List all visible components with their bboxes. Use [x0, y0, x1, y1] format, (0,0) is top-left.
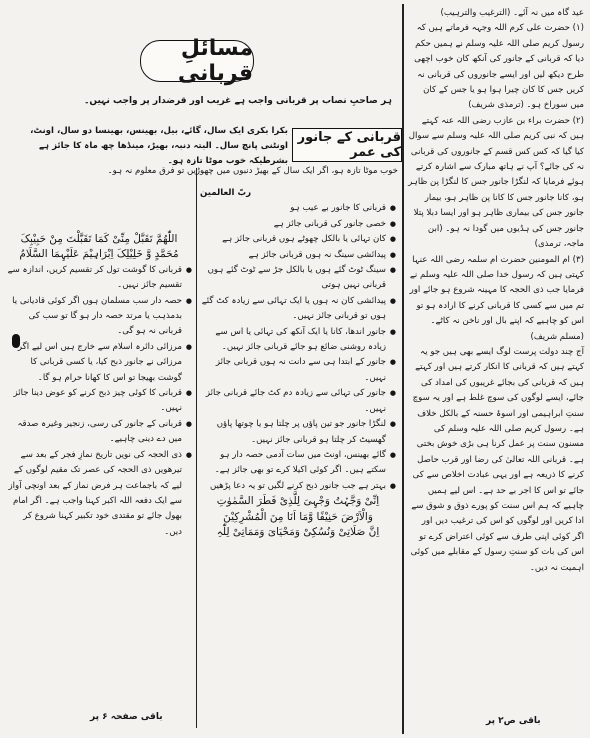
right-column — [408, 6, 584, 576]
list-item: ● سینگ ٹوٹ گئے ہوں یا بالکل جڑ سے ٹوٹ گئے ہوں قربانی نہیں ہوتی — [200, 263, 396, 294]
list-item: ● قربانی کا جانور بے عیب ہو — [200, 201, 396, 216]
arabic-dua-line: اللّٰھُمَّ تَقَبَّلْ مِنِّیْ کَمَا تَقَبَّلْتَ مِنْ حَبِیْبِکَ — [20, 233, 178, 245]
list-item: ● قربانی کا گوشت تول کر تقسیم کریں، اندازہ سے تقسیم جائز نہیں۔ — [6, 263, 192, 294]
arabic-verse-line: وَالْاَرْضَ حَنِیْفًا وَّمَا اَنَا مِنَ الْمُشْرِکِیْنَ — [223, 510, 373, 523]
paragraph: عید گاہ میں نہ آئے۔ (الترغیب والترہیب) — [440, 8, 584, 18]
list-item: ● لنگڑا جانور جو تین پاؤں پر چلتا ہو یا چوتھا پاؤں گھسیٹ کر چلتا ہو قربانی جائز نہیں۔ — [200, 417, 396, 448]
arabic-verse-line: اِنِّیْ وَجَّہْتُ وَجْہِیَ لِلَّذِیْ فَطَرَ السَّمٰوٰتِ — [216, 495, 380, 508]
list-item: ● جانور اندھا، کانا یا ایک آنکھ کی تہائی یا اس سے زیادہ روشنی ضائع ہو جائے قربانی جائز نہیں۔ — [200, 325, 396, 356]
paragraph: (۳) ام المومنین حضرت ام سلمہ رضی اللہ عنہا کہتی ہیں کہ رسول خدا صلی اللہ علیہ وسلم نے فرمایا جب ذی الحجہ کا مہینہ شروع ہو جائے اور تم میں سے کسی کا قربانی کرنے کا ارادہ ہو تو اس کو چاہیے کہ اپنے بال اور ناخن نہ کاٹے۔ (مسلم شریف) — [409, 254, 584, 342]
paragraph: (۲) حضرت براء بن عازب رضی اللہ عنہ کہتے ہیں کہ نبی کریم صلی اللہ علیہ وسلم سے سوال کیا گیا کہ کس کس قسم کے جانوروں کی قربانی نہ کی جائے؟ آپ نے ہاتھ مبارک سے اشارہ کرتے ہوئے فرمایا کہ لنگڑا جانور جس کا لنگڑا پن ظاہر ہو، کانا جانور جس کا کانا پن ظاہر ہو، بیمار جانور جس کی بیماری ظاہر ہو اور ایسا دبلا پتلا جانور جس کی ہڈیوں میں گودا نہ ہو۔ (ابن ماجہ، ترمذی) — [408, 115, 584, 250]
list-item: ● قربانی کا کوئی چیز ذبح کرنے کو عوض دینا جائز نہیں۔ — [6, 386, 192, 417]
left-column — [6, 232, 192, 540]
paragraph: (۱) حضرت علی کرم اللہ وجہہ فرماتے ہیں کہ رسول کریم صلی اللہ علیہ وسلم نے ہمیں حکم دیا کہ قربانی کے جانور کی آنکھ کان خوب اچھی طرح دیکھ لیں اور ایسے جانوروں کی قربانی نہ کریں جس کا کان چیرا ہوا ہو یا جس کے کان میں سوراخ ہو۔ (ترمذی شریف) — [414, 23, 584, 111]
list-item: ● پیدائشی کان نہ ہوں یا ایک تہائی سے زیادہ کٹ گئے ہوں تو قربانی جائز نہیں۔ — [200, 294, 396, 325]
list-item: ● مرزائی دائرہ اسلام سے خارج ہیں اس لیے اگر مرزائی نے جانور ذبح کیا، یا کسی قربانی کا گوشت بھیجا تو اس کا کھانا حرام ہو گا۔ — [6, 340, 192, 386]
list-item: ● پیدائشی سینگ نہ ہوں قربانی جائز ہے — [200, 248, 396, 263]
section-heading-animal-age: قربانی کے جانور کی عمر — [292, 128, 402, 162]
animal-age-text: بکرا بکری ایک سال، گائے، بیل، بھینس، بھینسا دو سال، اونٹ، اونٹنی پانچ سال۔ البتہ دنبہ، بھیڑ، مینڈھا چھ ماہ کا جائز ہے بشرطیکہ خوب موٹا تازہ ہو۔ — [30, 126, 288, 166]
list-item: ● بہتر ہے جب جانور ذبح کرنے لگیں تو یہ دعا پڑھیں — [200, 479, 396, 494]
column-rule-right — [402, 4, 404, 734]
center-column — [200, 186, 396, 540]
arabic-verse-line: اِنَّ صَلَاتِیْ وَنُسُکِیْ وَمَحْیَایَ وَمَمَاتِیْ لِلّٰہِ — [216, 525, 380, 538]
arabic-dua-line: مُحَمَّدٍ وَّ خَلِیْلِکَ اِبْرَاہِیْمَ عَلَیْہِمَا السَّلَامُ — [19, 248, 179, 261]
center-heading: ربّ العالمین — [200, 188, 252, 198]
column-rule-center — [196, 168, 197, 728]
list-item: ● گائے بھینس، اونٹ میں سات آدمی حصہ دار ہو سکتے ہیں۔ اگر کوئی اکیلا کرے تو بھی جائز ہے۔ — [200, 448, 396, 479]
paragraph: آج چند دولت پرست لوگ ایسے بھی ہیں جو یہ کہتے ہیں کہ قربانی کا انکار کرتے ہیں اور کہتے ہیں کہ قربانی کی بجائے غریبوں کی امداد کی جائے، ایسے لوگوں کی سوچ غلط ہے اور یہ سوچ سنتِ ابراہیمی اور اسوۂ حسنہ کے بالکل خلاف ہے۔ رسول کریم صلی اللہ علیہ وسلم کی مسنون سنت پر عمل کرنا ہی بڑی خوش بختی ہے۔ قربانی اللہ تعالیٰ کی رضا اور قرب حاصل کرنے کا ذریعہ ہے اور یہی عبادت اخلاص سے کی جائے تو اس کا اجر بے حد ہے۔ اس لیے ہمیں چاہیے کہ ہم اس سنت کو پورے ذوق و شوق سے ادا کریں اور لوگوں کو اس کی ترغیب دیں اور اگر کوئی اپنی طرف سے کوئی اعتراض کرے تو اس کی بات کو سنتِ رسول کے مقابلے میں کوئی اہمیت نہ دیں۔ — [410, 346, 584, 573]
list-item: ● خصی جانور کی قربانی جائز ہے — [200, 217, 396, 232]
article-intro: ہر صاحبِ نصاب پر قربانی واجب ہے غریب اور قرضدار پر واجب نہیں۔ — [84, 96, 392, 106]
list-item: ● جانور کے ابتدا ہی سے دانت نہ ہوں قربانی جائز نہیں۔ — [200, 355, 396, 386]
left-top-line: خوب موٹا تازہ ہو، اگر ایک سال کے بھیڑ دنبوں میں چھوڑیں تو فرق معلوم نہ ہو۔ — [107, 166, 398, 176]
list-item: ● حصہ دار سب مسلمان ہوں اگر کوئی قادیانی یا بدمذہب یا مرتد حصہ دار ہو گا تو سب کی قربانی نہ ہو گی۔ — [6, 294, 192, 340]
left-continued-note: باقی صفحہ ۶ پر — [90, 712, 163, 722]
list-item: ● قربانی کے جانور کی رسی، زنجیر وغیرہ صدقہ میں دے دینی چاہیے۔ — [6, 417, 192, 448]
list-item: ● کان تہائی یا بالکل چھوٹے ہوں قربانی جائز ہے — [200, 232, 396, 247]
list-item: ● ذی الحجہ کی نویں تاریخ نمازِ فجر کے بعد سے تیرھویں ذی الحجہ کی عصر تک مقیم لوگوں کے لیے کہ باجماعت ہر فرض نماز کے بعد اونچی آواز سے ایک دفعہ اللہ اکبر کہنا واجب ہے۔ اگر امام بھول جائے تو مقتدی خود تکبیر کہنا شروع کر دیں۔ — [6, 448, 192, 540]
list-item: ● جانور کی تہائی سے زیادہ دم کٹ جائے قربانی جائز نہیں۔ — [200, 386, 396, 417]
article-title: مسائلِ قربانی — [140, 40, 254, 82]
right-continued-note: باقی ص۲ پر — [486, 716, 541, 726]
